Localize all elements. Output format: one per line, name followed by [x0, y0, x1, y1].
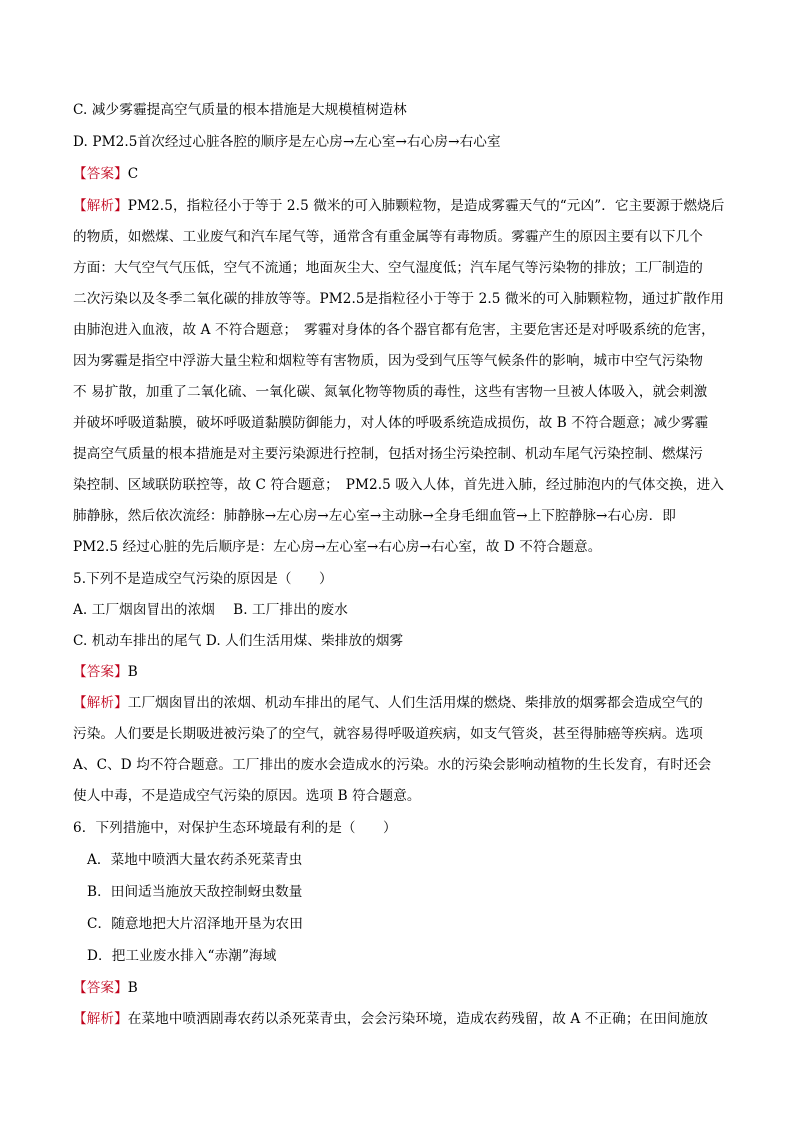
q4-answer [73, 164, 138, 184]
answer-tag: 【答案】 [73, 664, 128, 680]
q6-option-b: B．田间适当施放天敌控制蚜虫数量 [87, 884, 303, 900]
q4-analysis-line-3: 方面：大气空气气压低，空气不流通；地面灰尘大、空气湿度低；汽车尾气等污染物的排放；工厂制造的 [73, 260, 703, 276]
q5-options-cd: C. 机动车排出的尾气 D. 人们生活用煤、柴排放的烟雾 [73, 633, 404, 649]
q4-analysis-line-5: 由肺泡进入血液，故 A 不符合题意； 雾霾对身体的各个器官都有危害，主要危害还是对呼吸系统的危害， [73, 322, 715, 338]
q6-option-c: C．随意地把大片沼泽地开垦为农田 [87, 916, 303, 932]
q4-analysis-line-4: 二次污染以及冬季二氧化碳的排放等等。PM2.5是指粒径小于等于 2.5 微米的可入肺颗粒物，通过扩散作用 [73, 291, 725, 307]
answer-value: C [127, 166, 139, 182]
q5-analysis-line-2: 污染。人们要是长期吸进被污染了的空气，就容易得呼吸道疾病，如支气管炎，甚至得肺癌等疾病。选项 [73, 726, 703, 742]
q5-options-ab: A. 工厂烟囱冒出的浓烟 B. 工厂排出的废水 [73, 602, 348, 618]
q6-analysis-line-1 [73, 1009, 708, 1029]
q4-analysis-line-11: 肺静脉，然后依次流经：肺静脉→左心房→左心室→主动脉→全身毛细血管→上下腔静脉→右心房．即 [73, 508, 676, 524]
q6-answer [73, 978, 138, 998]
q5-answer [73, 662, 138, 682]
q5-stem: 5.下列不是造成空气污染的原因是（ ） [73, 571, 333, 587]
answer-value: B [127, 664, 138, 680]
analysis-tag: 【解析】 [73, 1011, 128, 1027]
answer-value: B [127, 980, 138, 996]
q6-option-d: D．把工业废水排入“赤潮”海域 [87, 948, 277, 964]
q4-analysis-line-6: 因为雾霾是指空中浮游大量尘粒和烟粒等有害物质，因为受到气压等气候条件的影响，城市中空气污染物 [73, 353, 703, 369]
q5-analysis-line-1 [73, 693, 703, 713]
q4-option-d: D. PM2.5首次经过心脏各腔的顺序是左心房→左心室→右心房→右心室 [73, 134, 501, 150]
analysis-text: PM2.5，指粒径小于等于 2.5 微米的可入肺颗粒物，是造成雾霾天气的“元凶”．它主要源于燃烧后 [127, 198, 725, 214]
q5-analysis-line-3: A、C、D 均不符合题意。工厂排出的废水会造成水的污染。水的污染会影响动植物的生长发育，有时还会 [73, 757, 712, 773]
q4-analysis-line-9: 提高空气质量的根本措施是对主要污染源进行控制，包括对扬尘污染控制、机动车尾气污染控制、燃煤污 [73, 446, 703, 462]
q4-analysis-line-10: 染控制、区域联防联控等，故 C 符合题意； PM2.5 吸入人体，首先进入肺，经过肺泡内的气体交换，进入 [73, 477, 724, 493]
analysis-tag: 【解析】 [73, 695, 128, 711]
answer-tag: 【答案】 [73, 166, 128, 182]
answer-tag: 【答案】 [73, 980, 128, 996]
q4-analysis-line-7: 不 易扩散，加重了二氧化硫、一氧化碳、氮氧化物等物质的毒性，这些有害物一旦被人体吸入，就会刺激 [73, 384, 708, 400]
analysis-text: 工厂烟囱冒出的浓烟、机动车排出的尾气、人们生活用煤的燃烧、柴排放的烟雾都会造成空气的 [127, 695, 703, 711]
q4-analysis-line-2: 的物质，如燃煤、工业废气和汽车尾气等，通常含有重金属等有毒物质。雾霾产生的原因主要有以下几个 [73, 229, 703, 245]
q4-analysis-line-8: 并破坏呼吸道黏膜，破坏呼吸道黏膜防御能力，对人体的呼吸系统造成损伤，故 B 不符合题意；减少雾霾 [73, 415, 709, 431]
q4-analysis-line-12: PM2.5 经过心脏的先后顺序是：左心房→左心室→右心房→右心室，故 D 不符合题意。 [73, 539, 602, 555]
q6-stem: 6．下列措施中，对保护生态环境最有利的是（ ） [73, 820, 397, 836]
q6-option-a: A．菜地中喷洒大量农药杀死菜青虫 [87, 852, 303, 868]
q5-analysis-line-4: 使人中毒，不是造成空气污染的原因。选项 B 符合题意。 [73, 788, 421, 804]
analysis-text: 在菜地中喷洒剧毒农药以杀死菜青虫，会会污染环境，造成农药残留，故 A 不正确；在田间施放 [127, 1011, 708, 1027]
q4-analysis-line-1 [73, 196, 725, 216]
analysis-tag: 【解析】 [73, 198, 128, 214]
q4-option-c: C. 减少雾霾提高空气质量的根本措施是大规模植树造林 [73, 102, 407, 118]
